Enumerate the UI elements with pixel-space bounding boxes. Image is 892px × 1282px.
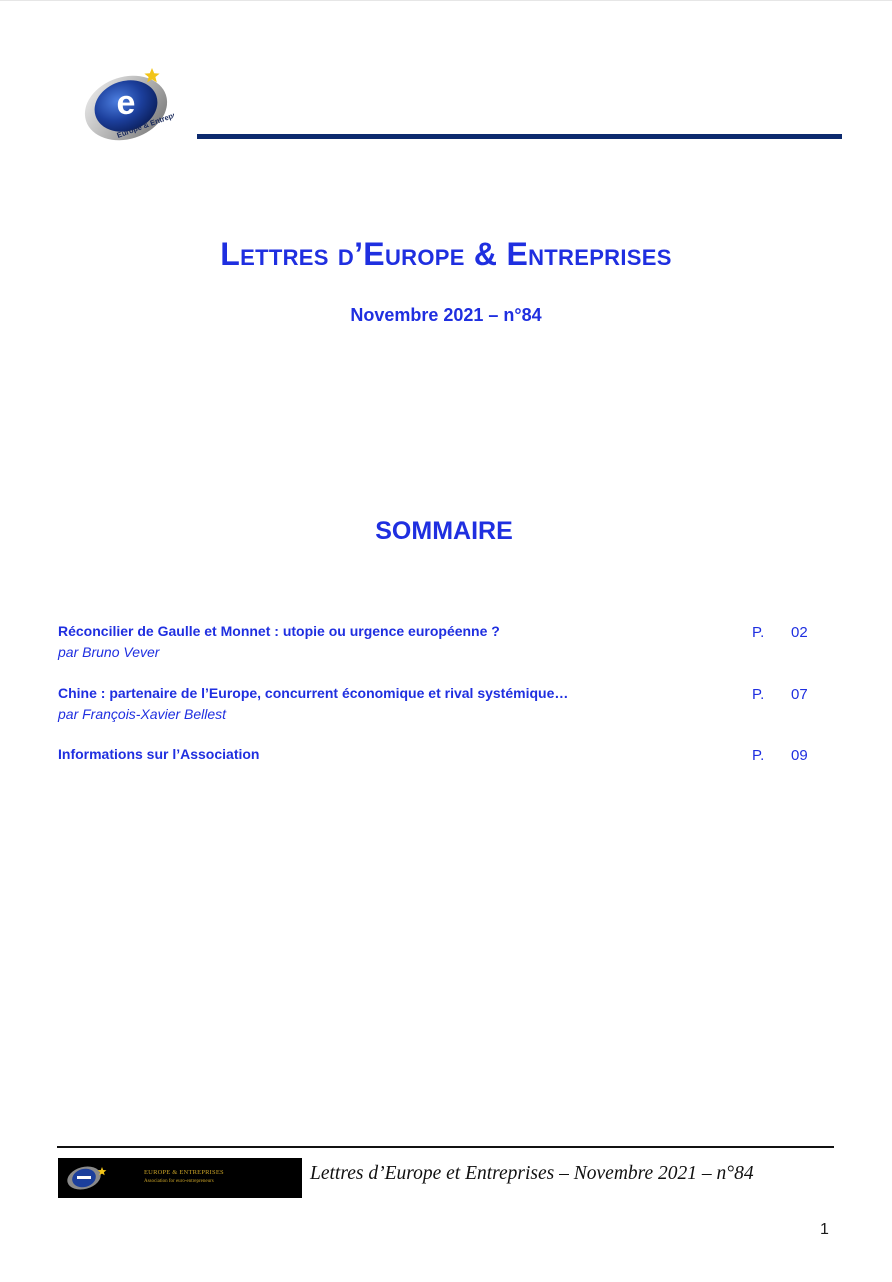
toc-page-number: 02 xyxy=(791,624,808,641)
europe-entreprises-logo xyxy=(82,66,174,146)
svg-text:e: e xyxy=(116,84,136,122)
toc-page-number: 09 xyxy=(791,747,808,764)
toc-entry-author: par Bruno Vever xyxy=(58,644,160,660)
page-number: 1 xyxy=(820,1221,829,1238)
toc-entry-title[interactable]: Chine : partenaire de l’Europe, concurrent économique et rival systémique… xyxy=(58,685,569,701)
toc-entry-title[interactable]: Réconcilier de Gaulle et Monnet : utopie ou urgence européenne ? xyxy=(58,623,500,639)
page-top-edge xyxy=(0,0,892,1)
toc-entry-author: par François-Xavier Bellest xyxy=(58,706,227,722)
banner-tagline: Association for euro-entrepreneurs xyxy=(144,1179,214,1184)
banner-logo-icon xyxy=(64,1163,110,1193)
banner-organization-name: EUROPE & ENTREPRISES xyxy=(144,1169,224,1176)
header-rule xyxy=(197,134,842,139)
toc-page-label: P. xyxy=(752,624,765,641)
sommaire-heading: SOMMAIRE xyxy=(375,517,513,545)
toc-page-label: P. xyxy=(752,686,765,703)
svg-text:Europe & Entreprises: Europe & Entreprises xyxy=(115,105,174,140)
document-title: Lettres d’Europe & Entreprises xyxy=(220,236,672,272)
toc-page-number: 07 xyxy=(791,686,808,703)
footer-publication-text: Lettres d’Europe et Entreprises – Novembre 2021 – n°84 xyxy=(310,1163,754,1184)
issue-date: Novembre 2021 – n°84 xyxy=(350,305,542,325)
toc-entry-title[interactable]: Informations sur l’Association xyxy=(58,746,260,762)
toc-page-label: P. xyxy=(752,747,765,764)
footer-rule xyxy=(57,1146,834,1148)
footer-banner xyxy=(58,1158,302,1198)
